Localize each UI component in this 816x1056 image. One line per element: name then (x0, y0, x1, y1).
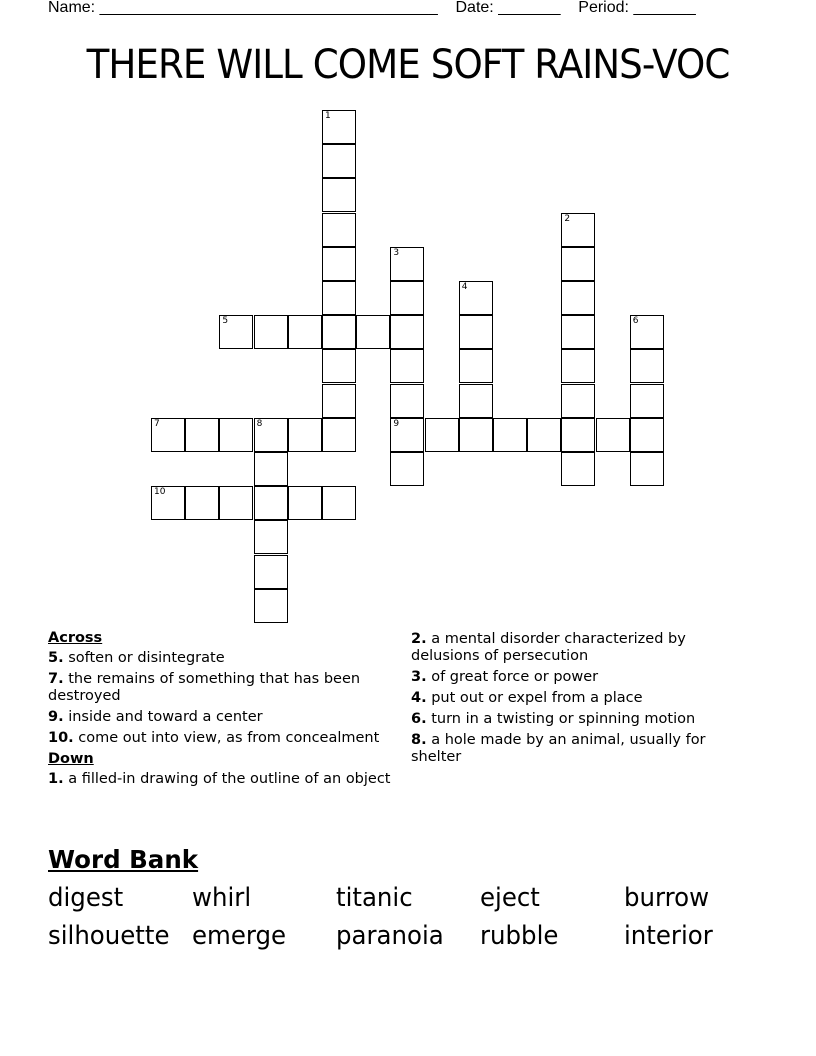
word-bank-item: whirl (192, 883, 252, 913)
crossword-cell[interactable] (288, 486, 322, 520)
clue-down-3 (411, 669, 756, 686)
crossword-cell[interactable] (390, 418, 424, 452)
word-bank-item: interior (624, 921, 713, 951)
crossword-cell[interactable] (322, 144, 356, 178)
crossword-cell[interactable] (151, 418, 185, 452)
cell-number: 9 (393, 418, 400, 429)
crossword-cell[interactable] (288, 418, 322, 452)
crossword-cell[interactable] (459, 349, 493, 383)
crossword-cell[interactable] (561, 418, 595, 452)
across-heading: Across (48, 630, 103, 646)
crossword-cell[interactable] (288, 315, 322, 349)
clue-text: inside and toward a center (68, 709, 263, 725)
crossword-cell[interactable] (219, 418, 253, 452)
name-blank[interactable]: ______________________________________ (99, 0, 438, 16)
crossword-cell[interactable] (390, 315, 424, 349)
clue-text: soften or disintegrate (68, 650, 225, 666)
date-label: Date: (455, 0, 494, 16)
word-bank (48, 882, 768, 952)
crossword-cell[interactable] (254, 589, 288, 623)
crossword-cell[interactable] (254, 520, 288, 554)
clue-text: of great force or power (431, 669, 599, 685)
crossword-cell[interactable] (425, 418, 459, 452)
word-bank-item: eject (480, 883, 540, 913)
period-label: Period: (578, 0, 629, 16)
clue-text: come out into view, as from concealment (78, 730, 380, 746)
clue-text: a filled-in drawing of the outline of an object (68, 771, 391, 787)
crossword-cell[interactable] (630, 384, 664, 418)
crossword-cell[interactable] (459, 315, 493, 349)
clue-across-7 (48, 671, 393, 705)
clue-number: 8. (411, 732, 427, 748)
clue-text: turn in a twisting or spinning motion (431, 711, 696, 727)
crossword-cell[interactable] (459, 418, 493, 452)
crossword-cell[interactable] (254, 486, 288, 520)
clue-text: a hole made by an animal, usually for shelter (411, 732, 706, 765)
crossword-cell[interactable] (151, 486, 185, 520)
clue-number: 7. (48, 671, 64, 687)
clue-text: put out or expel from a place (431, 690, 643, 706)
cell-number: 5 (222, 316, 229, 327)
crossword-cell[interactable] (561, 247, 595, 281)
clues-left-column (48, 628, 393, 792)
crossword-cell[interactable] (390, 452, 424, 486)
crossword-cell[interactable] (254, 452, 288, 486)
clue-text: the remains of something that has been destroyed (48, 671, 361, 704)
period-blank[interactable]: _______ (633, 0, 696, 16)
clue-down-8 (411, 732, 756, 766)
clue-number: 1. (48, 771, 64, 787)
name-label: Name: (48, 0, 96, 16)
word-bank-item: burrow (624, 883, 710, 913)
cell-number: 3 (393, 247, 400, 258)
crossword-cell[interactable] (390, 349, 424, 383)
cell-number: 6 (632, 316, 639, 327)
clue-number: 4. (411, 690, 427, 706)
cell-number: 1 (325, 111, 331, 121)
crossword-cell[interactable] (561, 452, 595, 486)
crossword-cell[interactable] (322, 315, 356, 349)
crossword-cell[interactable] (596, 418, 630, 452)
clue-number: 3. (411, 669, 427, 685)
word-bank-item: digest (48, 883, 124, 913)
crossword-cell[interactable] (390, 281, 424, 315)
crossword-cell[interactable] (322, 247, 356, 281)
cell-number: 8 (256, 418, 263, 429)
clue-across-10 (48, 730, 393, 747)
clue-down-4 (411, 690, 756, 707)
crossword-cell[interactable] (219, 486, 253, 520)
word-bank-item: silhouette (48, 921, 170, 951)
crossword-cell[interactable] (527, 418, 561, 452)
clue-down-6 (411, 711, 756, 728)
clues-right-column (411, 628, 756, 770)
crossword-cell[interactable] (254, 418, 288, 452)
crossword-cell[interactable] (459, 384, 493, 418)
crossword-cell[interactable] (561, 315, 595, 349)
word-bank-item: rubble (480, 921, 559, 951)
crossword-cell[interactable] (322, 281, 356, 315)
cell-number: 7 (154, 418, 160, 429)
clue-text: a mental disorder characterized by delusions of persecution (411, 631, 686, 664)
crossword-cell[interactable] (356, 315, 390, 349)
date-blank[interactable]: _______ (498, 0, 561, 16)
crossword-cell[interactable] (254, 315, 288, 349)
crossword-cell[interactable] (322, 110, 356, 144)
crossword-cell[interactable] (561, 281, 595, 315)
crossword-cell[interactable] (390, 247, 424, 281)
crossword-cell[interactable] (254, 555, 288, 589)
crossword-cell[interactable] (219, 315, 253, 349)
crossword-cell[interactable] (561, 349, 595, 383)
crossword-cell[interactable] (630, 418, 664, 452)
clue-across-9 (48, 709, 393, 726)
clue-number: 6. (411, 711, 427, 727)
crossword-cell[interactable] (322, 486, 356, 520)
crossword-cell[interactable] (561, 213, 595, 247)
crossword-cell[interactable] (322, 178, 356, 212)
crossword-cell[interactable] (185, 486, 219, 520)
crossword-cell[interactable] (322, 384, 356, 418)
crossword-cell[interactable] (322, 213, 356, 247)
crossword-cell[interactable] (459, 281, 493, 315)
clue-down-1 (48, 771, 393, 788)
word-bank-item: paranoia (336, 921, 444, 951)
clue-number: 2. (411, 631, 427, 647)
clue-across-5 (48, 650, 393, 667)
crossword-cell[interactable] (561, 384, 595, 418)
clue-down-2 (411, 631, 756, 665)
word-bank-item: emerge (192, 921, 287, 951)
clue-number: 9. (48, 709, 64, 725)
crossword-cell[interactable] (630, 452, 664, 486)
cell-number: 2 (564, 213, 571, 224)
crossword-cell[interactable] (322, 418, 356, 452)
down-heading: Down (48, 751, 94, 767)
crossword-cell[interactable] (390, 384, 424, 418)
page-title: THERE WILL COME SOFT RAINS-VOC (86, 42, 730, 88)
clue-number: 5. (48, 650, 64, 666)
crossword-cell[interactable] (185, 418, 219, 452)
word-bank-item: titanic (336, 883, 413, 913)
word-bank-heading: Word Bank (48, 845, 199, 874)
crossword-cell[interactable] (322, 349, 356, 383)
crossword-cell[interactable] (493, 418, 527, 452)
clue-number: 10. (48, 730, 74, 746)
cell-number: 10 (154, 487, 166, 498)
cell-number: 4 (461, 282, 468, 292)
crossword-cell[interactable] (630, 315, 664, 349)
crossword-cell[interactable] (630, 349, 664, 383)
